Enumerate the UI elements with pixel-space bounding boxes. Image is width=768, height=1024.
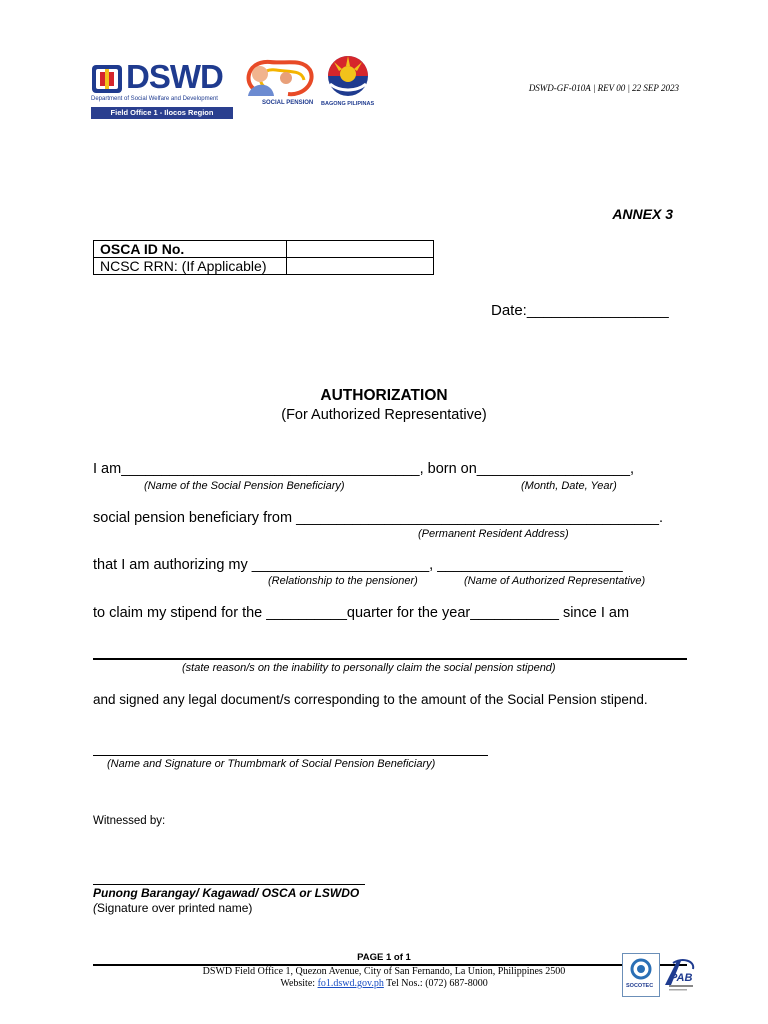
page-number: PAGE 1 of 1 [357,952,411,963]
witness-note [93,901,252,915]
id-table [93,240,434,275]
bagong-pilipinas-text: BAGONG PILIPINAS [321,101,375,107]
legal-documents-line: and signed any legal document/s corresponding to the amount of the Social Pension stipend. [93,692,648,707]
beneficiary-signature-caption: (Name and Signature or Thumbmark of Social Pension Beneficiary) [107,758,436,770]
witness-role: Punong Barangay/ Kagawad/ OSCA or LSWDO [93,886,360,900]
birthdate-caption: (Month, Date, Year) [521,480,617,492]
footer-address: DSWD Field Office 1, Quezon Avenue, City of San Fernando, La Union, Philippines 2500 [202,966,566,977]
witnessed-by-label: Witnessed by: [93,815,166,827]
social-pension-text: SOCIAL PENSION [262,100,314,106]
page-title: AUTHORIZATION [320,387,448,404]
reason-caption: (state reason/s on the inability to personally claim the social pension stipend) [182,662,556,674]
table-row [94,258,434,275]
beneficiary-signature-line[interactable] [93,755,488,756]
telephone: Tel Nos.: (072) 687-8000 [383,978,488,989]
document-code: DSWD-GF-010A | REV 00 | 22 SEP 2023 [528,83,679,93]
osca-id-field[interactable] [287,241,434,258]
ncsc-rrn-label: NCSC RRN: (If Applicable) [94,258,287,275]
witness-note-paren: ( [93,901,97,915]
website-label: Website: [280,978,318,989]
bagong-pilipinas-logo [320,52,378,108]
reason-blank-line[interactable] [93,658,687,660]
beneficiary-name-caption: (Name of the Social Pension Beneficiary) [144,480,345,492]
ncsc-rrn-field[interactable] [287,258,434,275]
field-office-band: Field Office 1 - Ilocos Region [91,107,233,119]
beneficiary-name-line[interactable]: I am_____________________________________, born on___________________, [93,461,635,477]
dswd-wordmark: DSWD [126,58,223,95]
representative-caption: (Name of Authorized Representative) [464,575,646,587]
dswd-tagline: Department of Social Welfare and Development [91,96,218,102]
authorization-line[interactable]: that I am authorizing my ______________________, _______________________ [93,557,623,573]
pab-text: PAB [670,972,693,984]
relationship-caption: (Relationship to the pensioner) [268,575,418,587]
witness-signature-line[interactable] [93,884,365,885]
dswd-logo [91,58,235,120]
dswd-shield-icon [91,64,123,94]
witness-note-text: Signature over printed name) [97,901,253,915]
socotec-certification-logo [622,953,660,997]
socotec-text: SOCOTEC [626,983,654,989]
social-pension-logo [242,52,314,108]
page-subtitle: (For Authorized Representative) [281,407,487,423]
osca-id-label: OSCA ID No. [94,241,287,258]
date-line[interactable]: Date:_________________ [491,302,669,319]
website-link[interactable]: fo1.dswd.gov.ph [317,978,384,989]
pab-accreditation-logo [661,955,697,995]
address-line[interactable]: social pension beneficiary from _____________________________________________. [93,510,664,526]
stipend-quarter-line[interactable]: to claim my stipend for the __________quarter for the year___________ since I am [93,605,630,621]
annex-label: ANNEX 3 [612,206,673,222]
table-row [94,241,434,258]
address-caption: (Permanent Resident Address) [418,528,569,540]
